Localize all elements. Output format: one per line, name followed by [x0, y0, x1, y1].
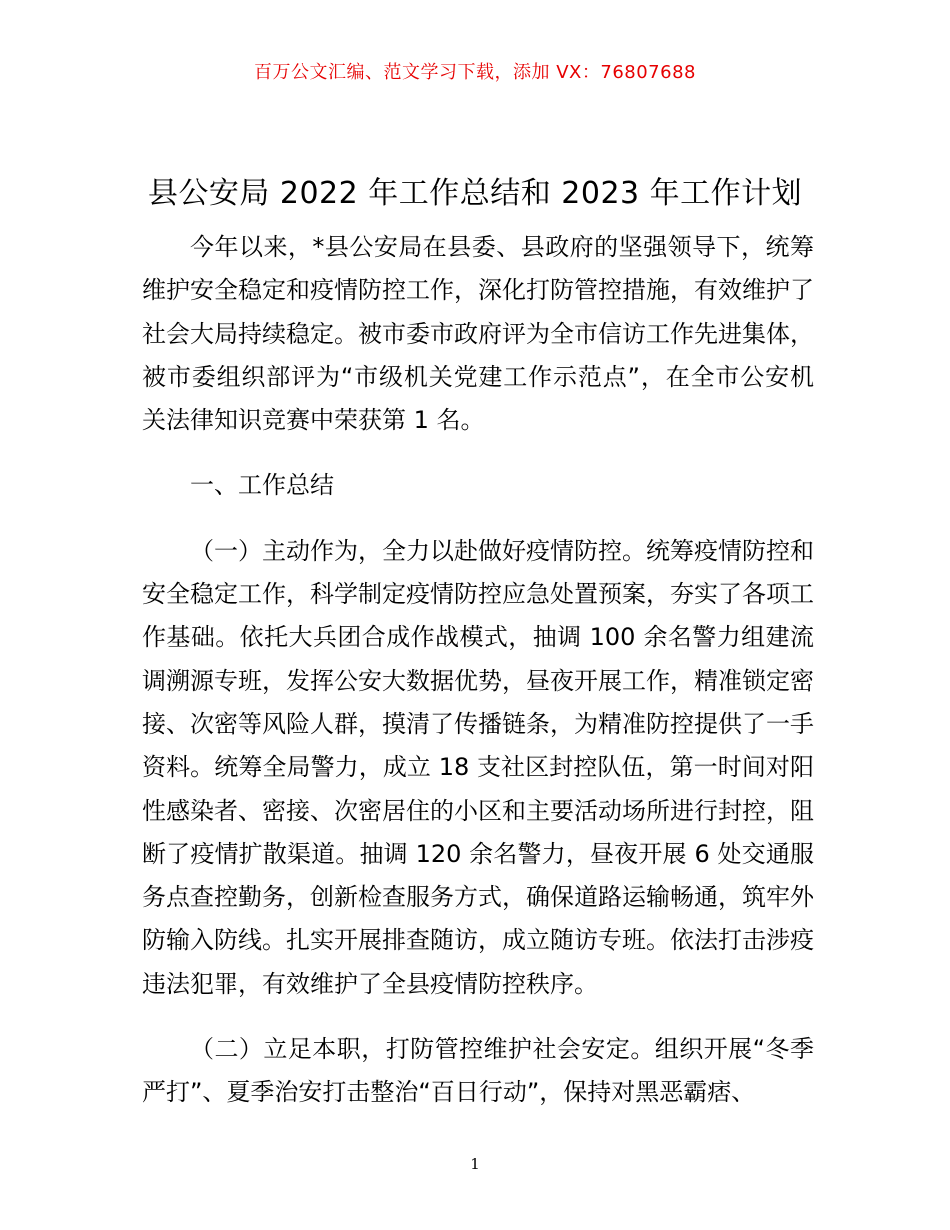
document-title: 县公安局 2022 年工作总结和 2023 年工作计划 [147, 176, 803, 211]
paragraph-epidemic-control: （一）主动作为，全力以赴做好疫情防控。统筹疫情防控和安全稳定工作，科学制定疫情防控应急处置预案，夯实了各项工作基础。依托大兵团合成作战模式，抽调 100 余名警力组建流调溯源专班，发挥公安大数据优势，昼夜开展工作，精准锁定密接、次密等风险人群，摸清了传播链条，为精准防控提供了一手资料。统筹全局警力，成立 18 支社区封控队伍，第一时间对阳性感染者、密接、次密居住的小区和主要活动场所进行封控，阻断了疫情扩散渠道。抽调 120 余名警力，昼夜开展 6 处交通服务点查控勤务，创新检查服务方式，确保道路运输畅通，筑牢外防输入防线。扎实开展排查随访，成立随访专班。依法打击涉疫违法犯罪，有效维护了全县疫情防控秩序。 [142, 536, 814, 998]
section-heading-work-summary: 一、工作总结 [190, 471, 334, 500]
paragraph-social-stability: （二）立足本职，打防管控维护社会安定。组织开展“冬季严打”、夏季治安打击整治“百日行动”，保持对黑恶霸痞、 [142, 1035, 814, 1107]
header-watermark-note: 百万公文汇编、范文学习下载，添加 VX：76807688 [254, 62, 696, 83]
document-body [142, 226, 814, 1115]
page-number: 1 [470, 1155, 480, 1173]
paragraph-intro: 今年以来，*县公安局在县委、县政府的坚强领导下，统筹维护安全稳定和疫情防控工作，深化打防管控措施，有效维护了社会大局持续稳定。被市委市政府评为全市信访工作先进集体，被市委组织部评为“市级机关党建工作示范点”，在全市公安机关法律知识竞赛中荣获第 1 名。 [142, 233, 814, 435]
